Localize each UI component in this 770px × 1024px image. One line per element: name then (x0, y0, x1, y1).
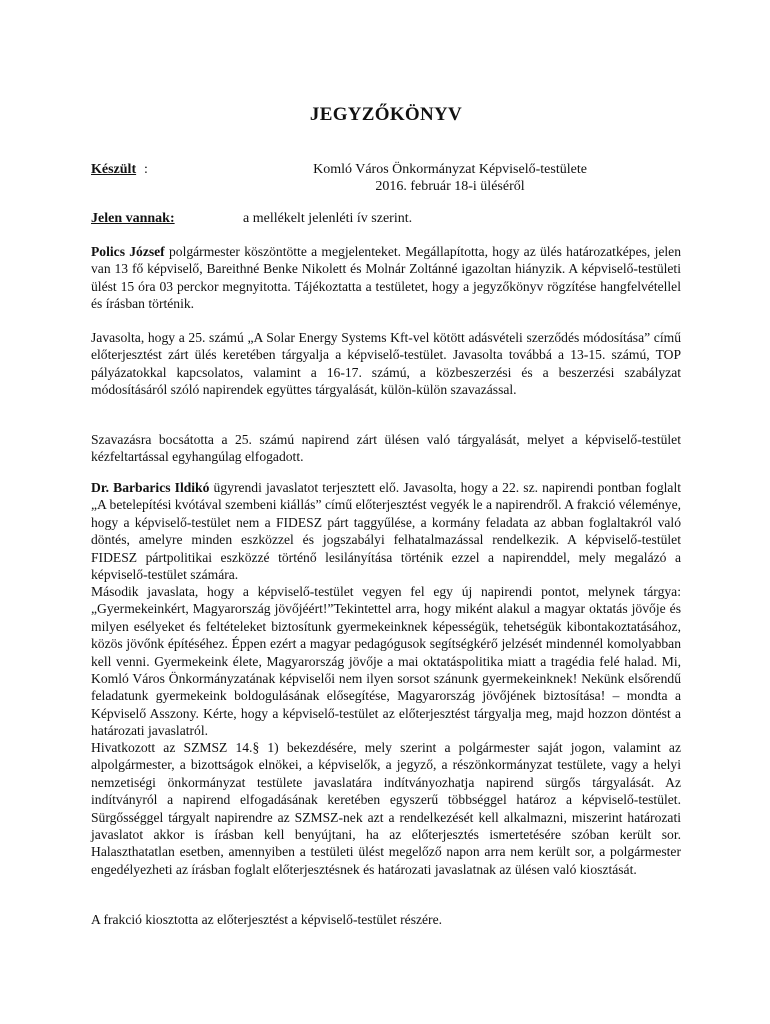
jelen-label: Jelen vannak: (91, 211, 175, 226)
speaker-name: Dr. Barbarics Ildikó (91, 480, 210, 495)
keszult-label: Készült (91, 162, 137, 177)
paragraph-6: Hivatkozott az SZMSZ 14.§ 1) bekezdésére, mely szerint a polgármester saját jogon, valamint az alpolgármester, a bizottságok elnökei, a képviselők, a jegyző, a részönkormányzat testülete, vagy a helyi nemzetiségi önkormányzat testülete javaslatára indítványozhatja napirend sürgős tárgyalását. Az indítványról a napirend elfogadásának keretében egyszerű többséggel határoz a képviselő-testület. Sürgősséggel tárgyalt napirendre az SZMSZ-nek azt a rendelkezését kell alkalmazni, miszerint határozati javaslatot akkor is írásban kell benyújtani, ha az előterjesztés ismertetésére szóban került sor. Halaszthatatlan esetben, amennyiben a testületi ülést megelőző napon arra nem került sor, a polgármester engedélyezheti az írásban foglalt előterjesztésnek és határozati javaslatnak az ülésen való kiosztását. (91, 740, 681, 877)
paragraph-5: Második javaslata, hogy a képviselő-testület vegyen fel egy új napirendi pontot, melynek tárgya: „Gyermekeinkért, Magyarország jövőjéért!”Tekintettel arra, hogy miként alakul a magyar oktatás jövője és milyen esélyeket és feltételeket biztosítunk gyermekeinknek képességük, tehetségük kibontakoztatásához, közös jövőnk építéséhez. Éppen ezért a magyar pedagógusok segítségkérő jelzését mindennél komolyabban kell venni. Gyermekeink élete, Magyarország jövője a mai oktatáspolitika miatt a tragédia felé halad. Mi, Komló Város Önkormányzatának képviselői nem ilyen sorsot szánunk gyermekeinknek! Nekünk elsőrendű feladatunk gyermekeink boldogulásának elősegítése, Magyarország jövőjének biztosítása! – mondta a Képviselő Asszony. Kérte, hogy a képviselő-testület az előterjesztést tárgyalja meg, majd hozzon döntést a határozati javaslatról. (91, 584, 681, 739)
paragraph-4-text: ügyrendi javaslatot terjesztett elő. Javasolta, hogy a 22. sz. napirendi pontban foglalt „A betelepítési kvótával szembeni kiállás” című előterjesztést vegyék le a napirendről. A frakció véleménye, hogy a képviselő-testület nem a FIDESZ párt taggyűlése, a kormány feladata az abban foglaltakról való döntés, amelyre minden eszközzel és jogszabályi felhatalmazással rendelkezik. A képviselő-testület FIDESZ pártpolitikai eszközzé történő lesilányítása történik ezzel a napirenddel, mely megalázó a képviselő-testület számára. (91, 480, 682, 583)
paragraph-2: Javasolta, hogy a 25. számú „A Solar Energy Systems Kft-vel kötött adásvételi szerződés módosítása” című előterjesztést zárt ülés keretében tárgyalja a képviselő-testület. Javasolta továbbá a 13-15. számú, TOP pályázatokkal kapcsolatos, valamint a 16-17. számú, a közbeszerzési és a beszerzési szabályzat módosításáról szóló napirendek együttes tárgyalását, külön-külön szavazással. (91, 330, 681, 398)
document-title: JEGYZŐKÖNYV (309, 104, 463, 125)
jelen-value: a mellékelt jelenléti ív szerint. (243, 211, 413, 226)
paragraph-1 (91, 243, 681, 313)
keszult-value-line2: 2016. február 18-i üléséről (375, 179, 525, 194)
keszult-value-line1: Komló Város Önkormányzat Képviselő-testülete (313, 162, 587, 177)
keszult-colon: : (144, 162, 148, 177)
paragraph-4 (91, 479, 681, 583)
paragraph-3: Szavazásra bocsátotta a 25. számú napirend zárt ülésen való tárgyalását, melyet a képviselő-testület kézfeltartással egyhangúlag elfogadott. (91, 432, 681, 465)
speaker-name: Polics József (91, 244, 165, 259)
paragraph-7: A frakció kiosztotta az előterjesztést a képviselő-testület részére. (91, 912, 443, 927)
paragraph-1-text: polgármester köszöntötte a megjelenteket. Megállapította, hogy az ülés határozatképes, jelen van 13 fő képviselő, Bareithné Benke Nikolett és Molnár Zoltánné igazoltan hiányzik. A képviselő-testületi ülést 15 óra 03 perckor megnyitotta. Tájékoztatta a testületet, hogy a jegyzőkönyv rögzítése hangfelvétellel és írásban történik. (91, 244, 681, 312)
